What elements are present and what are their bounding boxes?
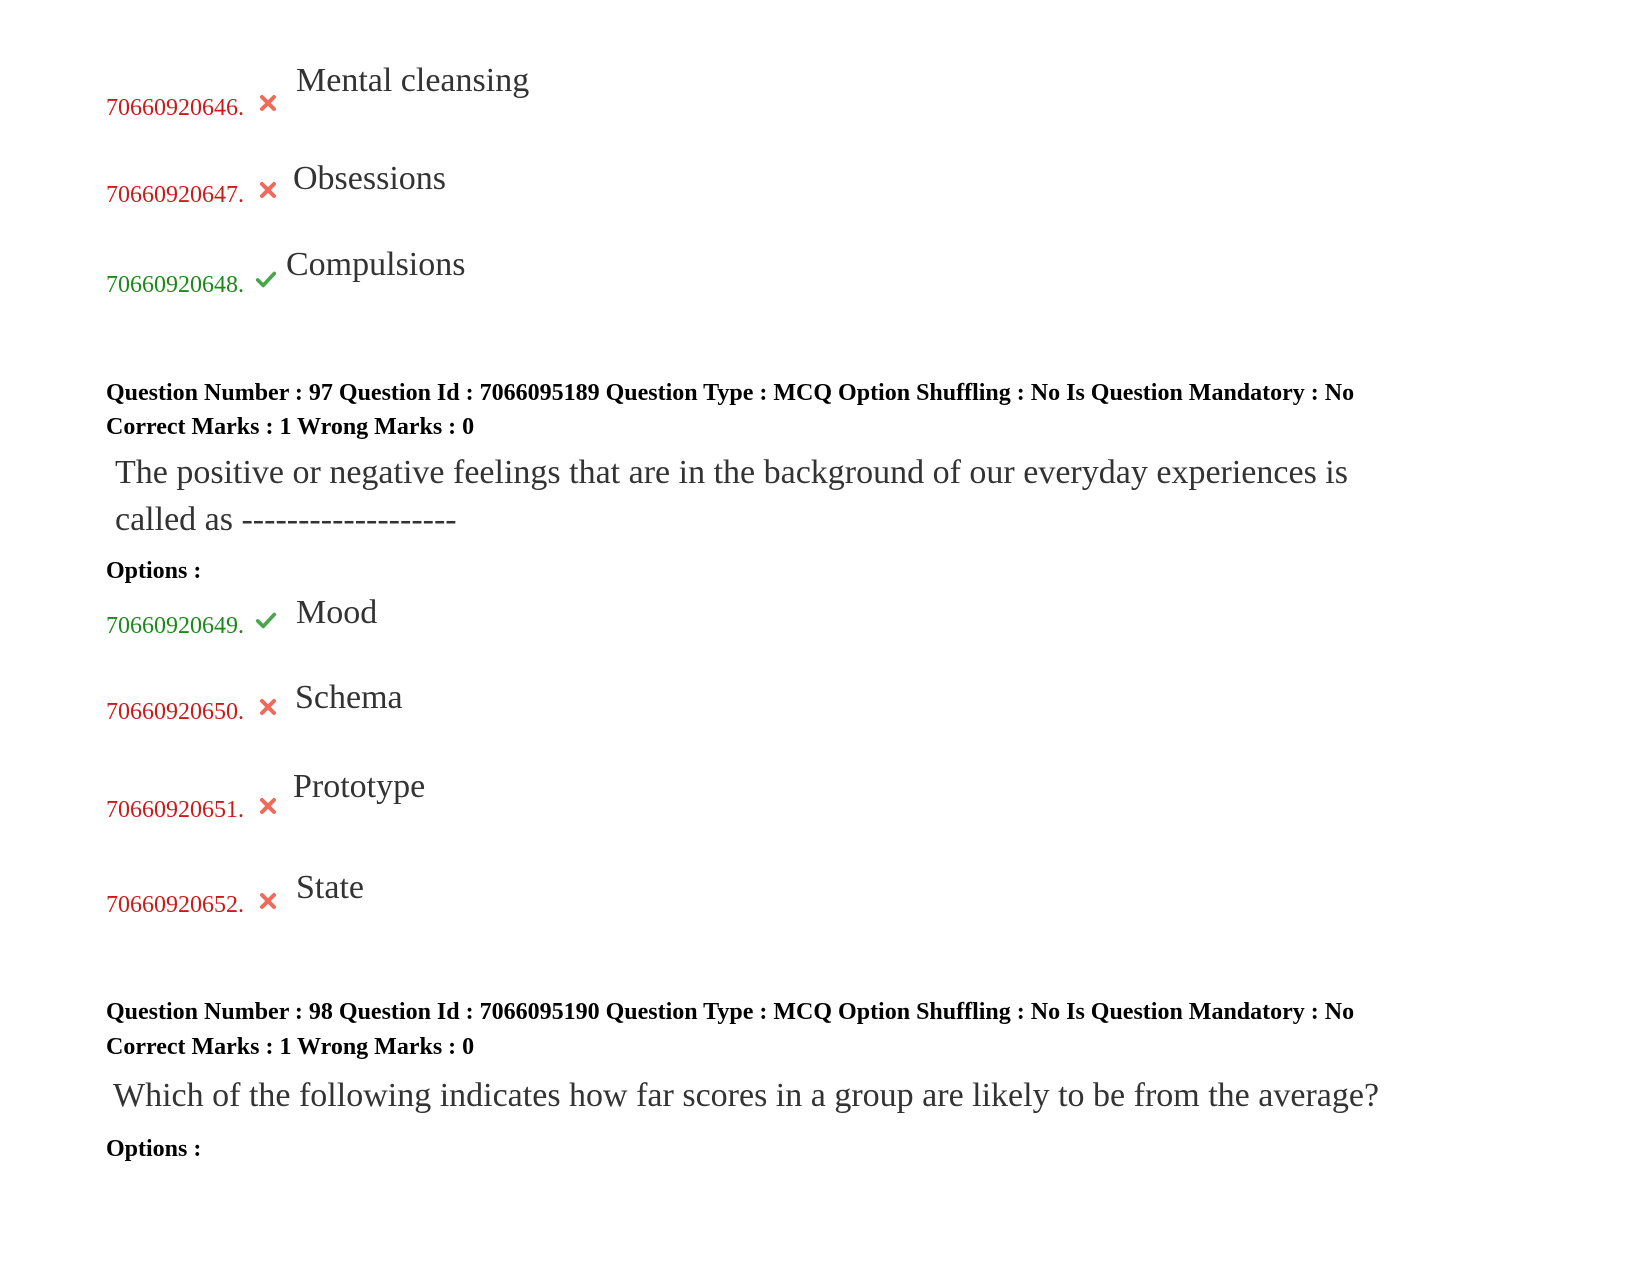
cross-icon [257, 696, 279, 718]
option-id: 70660920648. [106, 272, 244, 298]
option-text: Mental cleansing [296, 62, 530, 99]
options-label: Options : [106, 1136, 202, 1162]
option-id: 70660920651. [106, 797, 244, 823]
marks-meta: Correct Marks : 1 Wrong Marks : 0 [106, 1034, 475, 1060]
option-id: 70660920646. [106, 95, 244, 121]
marks-meta: Correct Marks : 1 Wrong Marks : 0 [106, 414, 475, 440]
cross-icon [257, 179, 279, 201]
option-text: Compulsions [286, 246, 466, 283]
cross-icon [257, 92, 279, 114]
check-icon [255, 609, 277, 631]
option-text: Schema [295, 679, 403, 716]
question-text-line2: called as ------------------- [115, 501, 457, 538]
option-id: 70660920647. [106, 182, 244, 208]
option-text: Obsessions [293, 160, 447, 197]
option-text: State [296, 869, 364, 906]
check-icon [255, 268, 277, 290]
options-label: Options : [106, 558, 202, 584]
cross-icon [257, 890, 279, 912]
option-id: 70660920649. [106, 613, 244, 639]
question-meta: Question Number : 97 Question Id : 7066095189 Question Type : MCQ Option Shuffling : No Is Question Mandatory : No [106, 380, 1355, 406]
option-text: Prototype [293, 768, 426, 805]
option-id: 70660920650. [106, 699, 244, 725]
cross-icon [257, 795, 279, 817]
question-text-line1: The positive or negative feelings that are in the background of our everyday experiences is [115, 454, 1348, 491]
option-id: 70660920652. [106, 892, 244, 918]
question-text-line1: Which of the following indicates how far scores in a group are likely to be from the average? [113, 1077, 1380, 1114]
option-text: Mood [296, 594, 378, 631]
question-meta: Question Number : 98 Question Id : 7066095190 Question Type : MCQ Option Shuffling : No Is Question Mandatory : No [106, 999, 1355, 1025]
